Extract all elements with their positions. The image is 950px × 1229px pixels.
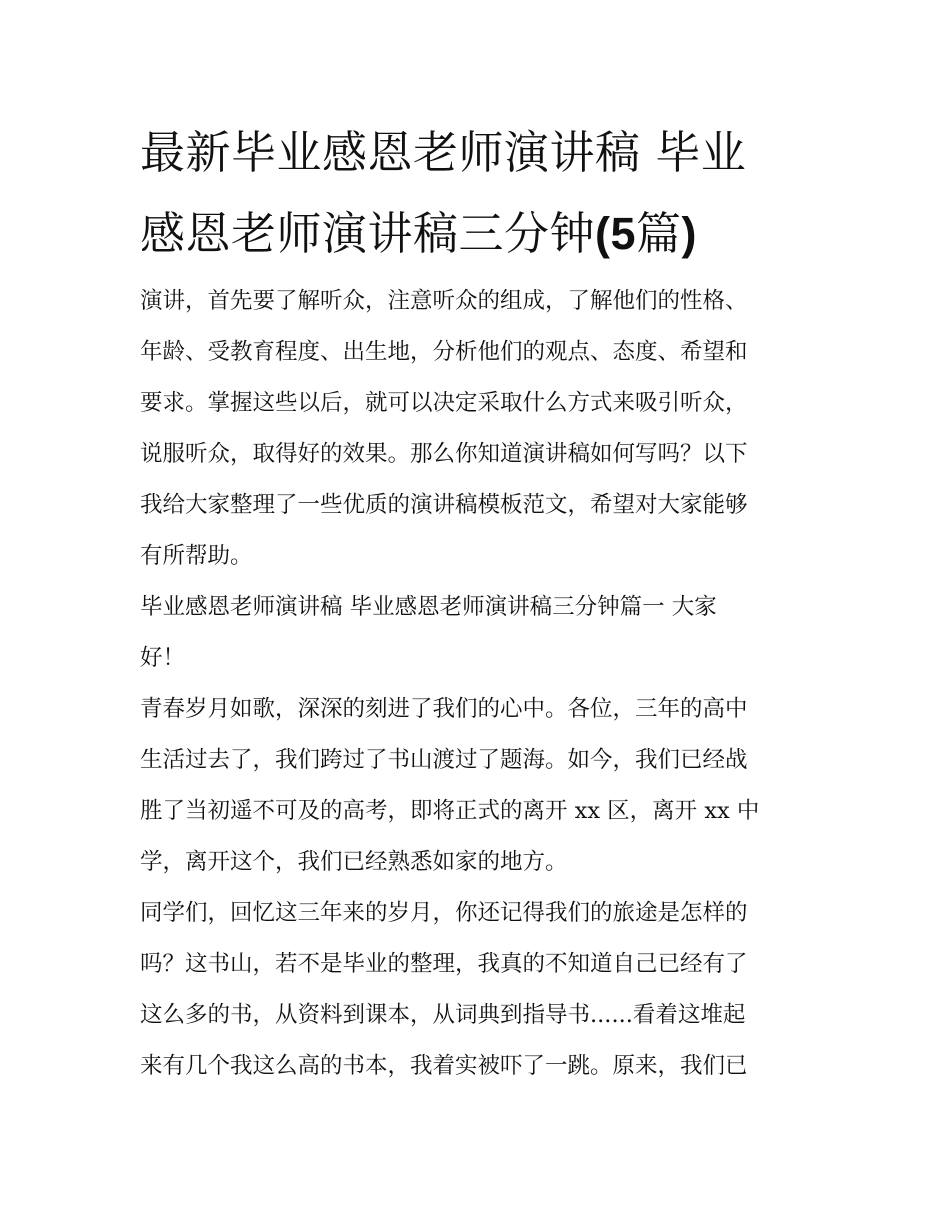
title-count-word: 篇	[636, 207, 682, 260]
body-line: 年龄、受教育程度、出生地，分析他们的观点、态度、希望和	[140, 339, 748, 365]
title-line-1: 最新毕业感恩老师演讲稿 毕业	[140, 126, 747, 179]
body-line: 说服听众，取得好的效果。那么你知道演讲稿如何写吗？以下	[140, 441, 748, 467]
body-line: 这么多的书，从资料到课本，从词典到指导书......看着这堆起	[140, 1002, 746, 1028]
body-line: 我给大家整理了一些优质的演讲稿模板范文，希望对大家能够	[140, 492, 748, 518]
body-line: 胜了当初遥不可及的高考，即将正式的离开 xx 区，离开 xx 中	[140, 798, 760, 824]
body-line: 学，离开这个，我们已经熟悉如家的地方。	[140, 849, 568, 875]
title-close-paren: )	[681, 208, 698, 259]
body-line: 青春岁月如歌，深深的刻进了我们的心中。各位，三年的高中	[140, 696, 748, 722]
body-line: 来有几个我这么高的书本，我着实被吓了一跳。原来，我们已	[140, 1053, 748, 1079]
title-line-2: 感恩老师演讲稿三分钟	[140, 207, 596, 260]
body-line: 演讲，首先要了解听众，注意听众的组成，了解他们的性格、	[140, 288, 748, 314]
body-line: 生活过去了，我们跨过了书山渡过了题海。如今，我们已经战	[140, 747, 748, 773]
body-line: 吗？这书山，若不是毕业的整理，我真的不知道自己已经有了	[140, 951, 748, 977]
title-number-part: (5	[595, 208, 637, 259]
section-heading-line: 毕业感恩老师演讲稿 毕业感恩老师演讲稿三分钟篇一 大家	[140, 594, 717, 620]
body-line: 要求。掌握这些以后，就可以决定采取什么方式来吸引听众，	[140, 390, 748, 416]
body-line: 有所帮助。	[140, 543, 253, 569]
body-line: 同学们，回忆这三年来的岁月，你还记得我们的旅途是怎样的	[140, 900, 748, 926]
document-title	[140, 112, 830, 274]
body-line: 好！	[140, 645, 186, 671]
document-body	[140, 276, 820, 1092]
